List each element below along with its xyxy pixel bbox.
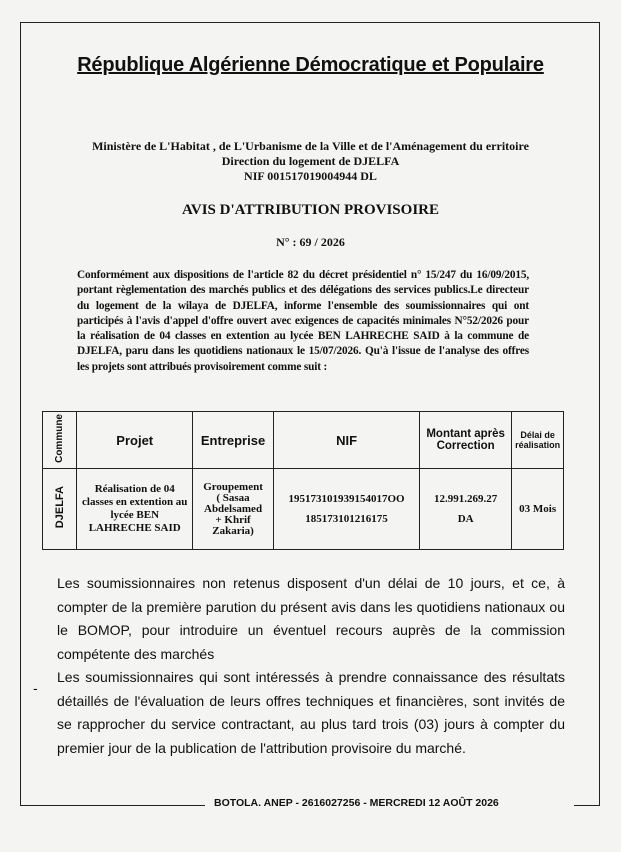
header-projet: Projet (77, 412, 193, 469)
cell-commune: DJELFA (43, 469, 77, 550)
ministry-block (40, 139, 581, 184)
cell-entreprise: Groupement ( Sasaa Abdelsamed + Khrif Zakaria) (193, 469, 274, 550)
header-montant: Montant après Correction (420, 412, 512, 469)
cell-delai: 03 Mois (512, 469, 564, 550)
footer-rule-right (574, 805, 600, 806)
intro-paragraph: Conformément aux dispositions de l'article 82 du décret présidentiel n° 15/247 du 16/09/2015, portant règlementation des marchés publics et des délégations des services publics.Le directeur du logement de la wilaya de DJELFA, informe l'ensemble des soumissionnaires qui ont participés à l'avis d'appel d'offre ouvert avec exigences de capacités minimales N°52/2026 pour la réalisation de 04 classes en extention au lycée BEN LAHRECHE SAID à la commune de DJELFA, paru dans les quotidiens nationaux le 15/07/2026. Qu'à l'issue de l'analyse des offres les projets sont attribués provisoirement comme suit : (77, 269, 529, 373)
cell-montant: 12.991.269.27 DA (420, 469, 512, 550)
header-delai: Délai de réalisation (512, 412, 564, 469)
avis-title: AVIS D'ATTRIBUTION PROVISOIRE (181, 202, 439, 218)
note-resultats: Les soumissionnaires qui sont intéressés à prendre connaissance des résultats détaillés de l'évaluation de leurs offres techniques et financières, sont invités de se rapprocher du service contractant, au plus tard trois (03) jours à compter du premier jour de la publication de l'attribution provisoire du marché. (57, 669, 565, 756)
avis-number: N° : 69 / 2026 (276, 235, 345, 249)
footer-rule-left (20, 805, 205, 806)
republic-heading: République Algérienne Démocratique et Populaire (77, 54, 544, 76)
notes-block (57, 572, 565, 760)
bullet-mark: - (33, 680, 38, 696)
header-commune: Commune (43, 412, 77, 469)
publication-footer: BOTOLA. ANEP - 2616027256 - MERCREDI 12 AOÛT 2026 (214, 797, 499, 809)
cell-projet: Réalisation de 04 classes en extention au lycée BEN LAHRECHE SAID (77, 469, 193, 550)
table-row (43, 469, 564, 550)
nif-line: NIF 001517019004944 DL (244, 169, 377, 183)
note-recours: Les soumissionnaires non retenus disposent d'un délai de 10 jours, et ce, à compter de la première parution du présent avis dans les quotidiens nationaux ou le BOMOP, pour introduire un éventuel recours auprès de la commission compétente des marchés (57, 575, 565, 662)
attribution-table (42, 411, 564, 550)
header-nif: NIF (274, 412, 420, 469)
direction-line: Direction du logement de DJELFA (221, 154, 400, 168)
ministry-line: Ministère de L'Habitat , de L'Urbanisme de la Ville et de l'Aménagement du erritoire (92, 139, 529, 153)
cell-nif: 195173101939154017OO 185173101216175 (274, 469, 420, 550)
table-header-row (43, 412, 564, 469)
header-entreprise: Entreprise (193, 412, 274, 469)
